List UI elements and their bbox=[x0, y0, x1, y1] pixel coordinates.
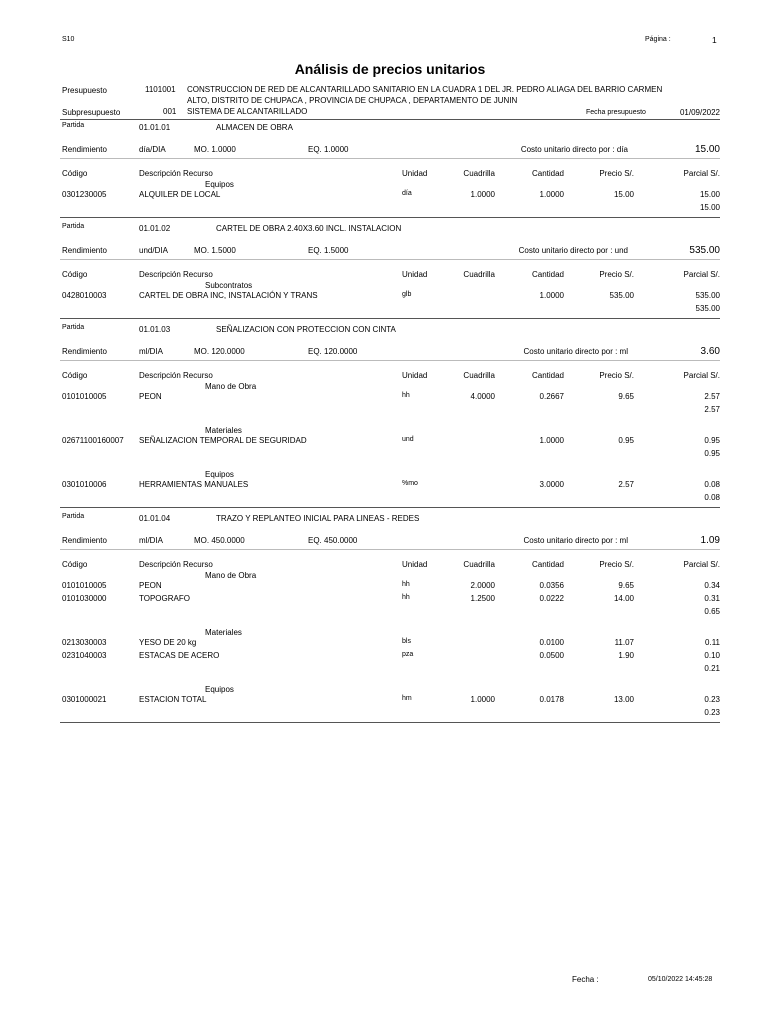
resource-cantidad: 0.0222 bbox=[539, 594, 564, 603]
partida-name: ALMACEN DE OBRA bbox=[216, 123, 293, 132]
resource-parcial: 535.00 bbox=[695, 291, 720, 300]
costo-unitario-value: 15.00 bbox=[694, 144, 720, 155]
resource-cantidad: 0.0178 bbox=[539, 695, 564, 704]
costo-unitario-value: 3.60 bbox=[700, 346, 720, 357]
col-unidad: Unidad bbox=[402, 270, 428, 279]
group-name: Materiales bbox=[205, 426, 242, 435]
col-cantidad: Cantidad bbox=[531, 371, 564, 380]
resource-codigo: 0231040003 bbox=[62, 651, 107, 660]
fecha-presupuesto-label: Fecha presupuesto bbox=[586, 109, 646, 116]
resource-precio: 2.57 bbox=[618, 480, 634, 489]
resource-precio: 535.00 bbox=[609, 291, 634, 300]
resource-codigo: 0301230005 bbox=[62, 190, 107, 199]
group-name: Equipos bbox=[205, 180, 234, 189]
resource-parcial: 0.23 bbox=[704, 695, 720, 704]
divider bbox=[60, 259, 720, 260]
resource-cantidad: 0.0356 bbox=[539, 581, 564, 590]
report-code: S10 bbox=[62, 36, 75, 43]
resource-precio: 13.00 bbox=[613, 695, 634, 704]
resource-precio: 15.00 bbox=[613, 190, 634, 199]
resource-cuadrilla: 2.0000 bbox=[470, 581, 495, 590]
partida-name: TRAZO Y REPLANTEO INICIAL PARA LINEAS - REDES bbox=[216, 514, 420, 523]
resource-descripcion: HERRAMIENTAS MANUALES bbox=[139, 480, 249, 489]
presupuesto-line2: ALTO, DISTRITO DE CHUPACA , PROVINCIA DE CHUPACA , DEPARTAMENTO DE JUNIN bbox=[187, 96, 518, 105]
resource-parcial: 0.95 bbox=[704, 436, 720, 445]
partida-code: 01.01.03 bbox=[139, 325, 171, 334]
page-title: Análisis de precios unitarios bbox=[294, 61, 486, 77]
resource-parcial: 0.11 bbox=[705, 638, 720, 647]
resource-descripcion: YESO DE 20 kg bbox=[139, 638, 197, 647]
page-number: 1 bbox=[712, 35, 717, 45]
resource-precio: 0.95 bbox=[618, 436, 634, 445]
resource-parcial: 0.10 bbox=[704, 651, 720, 660]
subpresupuesto-label: Subpresupuesto bbox=[62, 108, 121, 117]
col-cantidad: Cantidad bbox=[531, 169, 564, 178]
col-cuadrilla: Cuadrilla bbox=[463, 560, 495, 569]
resource-descripcion: PEON bbox=[139, 392, 162, 401]
col-unidad: Unidad bbox=[402, 560, 428, 569]
resource-parcial: 0.34 bbox=[704, 581, 720, 590]
rendimiento-eq: EQ. 1.5000 bbox=[308, 246, 349, 255]
col-codigo: Código bbox=[62, 169, 88, 178]
resource-unidad: glb bbox=[402, 291, 412, 298]
partida-label: Partida bbox=[62, 513, 85, 520]
footer-fecha-value: 05/10/2022 14:45:28 bbox=[648, 976, 713, 983]
resource-unidad: día bbox=[402, 190, 412, 197]
partida-label: Partida bbox=[62, 122, 85, 129]
resource-precio: 1.90 bbox=[618, 651, 634, 660]
partida-label: Partida bbox=[62, 324, 85, 331]
divider bbox=[60, 360, 720, 361]
resource-unidad: hm bbox=[402, 695, 412, 702]
fecha-presupuesto-value: 01/09/2022 bbox=[679, 108, 720, 117]
rendimiento-label: Rendimiento bbox=[62, 246, 107, 255]
rendimiento-eq: EQ. 450.0000 bbox=[308, 536, 358, 545]
resource-cantidad: 1.0000 bbox=[539, 436, 564, 445]
col-cuadrilla: Cuadrilla bbox=[463, 270, 495, 279]
rendimiento-mo: MO. 1.5000 bbox=[194, 246, 236, 255]
group-name: Materiales bbox=[205, 628, 242, 637]
group-subtotal: 0.23 bbox=[704, 708, 720, 717]
resource-descripcion: ESTACAS DE ACERO bbox=[139, 651, 220, 660]
col-cuadrilla: Cuadrilla bbox=[463, 169, 495, 178]
subpresupuesto-name: SISTEMA DE ALCANTARILLADO bbox=[187, 107, 308, 116]
col-parcial: Parcial S/. bbox=[683, 560, 720, 569]
costo-unitario-label: Costo unitario directo por : ml bbox=[523, 347, 628, 356]
costo-unitario-label: Costo unitario directo por : ml bbox=[523, 536, 628, 545]
resource-cuadrilla: 4.0000 bbox=[470, 392, 495, 401]
rendimiento-unit: und/DIA bbox=[139, 246, 168, 255]
col-codigo: Código bbox=[62, 560, 88, 569]
col-precio: Precio S/. bbox=[599, 371, 634, 380]
group-name: Equipos bbox=[205, 470, 234, 479]
divider bbox=[60, 217, 720, 218]
rendimiento-mo: MO. 120.0000 bbox=[194, 347, 245, 356]
col-descripcion: Descripción Recurso bbox=[139, 371, 213, 380]
resource-cuadrilla: 1.0000 bbox=[470, 695, 495, 704]
col-parcial: Parcial S/. bbox=[683, 270, 720, 279]
rendimiento-label: Rendimiento bbox=[62, 347, 107, 356]
resource-cantidad: 1.0000 bbox=[539, 190, 564, 199]
presupuesto-code: 1101001 bbox=[145, 85, 176, 94]
col-codigo: Código bbox=[62, 371, 88, 380]
resource-codigo: 0101030000 bbox=[62, 594, 107, 603]
col-cantidad: Cantidad bbox=[531, 560, 564, 569]
resource-parcial: 15.00 bbox=[699, 190, 720, 199]
resource-unidad: und bbox=[402, 436, 414, 443]
resource-precio: 9.65 bbox=[618, 392, 634, 401]
group-subtotal: 0.65 bbox=[704, 607, 720, 616]
rendimiento-unit: día/DIA bbox=[139, 145, 166, 154]
resource-descripcion: CARTEL DE OBRA INC, INSTALACIÓN Y TRANS bbox=[139, 291, 318, 300]
resource-descripcion: SEÑALIZACION TEMPORAL DE SEGURIDAD bbox=[139, 436, 307, 445]
resource-unidad: bls bbox=[402, 638, 411, 645]
page-label: Página : bbox=[645, 36, 671, 43]
resource-unidad: pza bbox=[402, 651, 414, 658]
divider bbox=[60, 549, 720, 550]
resource-cuadrilla: 1.0000 bbox=[470, 190, 495, 199]
partida-label: Partida bbox=[62, 223, 85, 230]
col-parcial: Parcial S/. bbox=[683, 371, 720, 380]
resource-parcial: 0.08 bbox=[704, 480, 720, 489]
partida-name: CARTEL DE OBRA 2.40X3.60 INCL. INSTALACION bbox=[216, 224, 402, 233]
resource-unidad: hh bbox=[402, 581, 410, 588]
divider bbox=[60, 119, 720, 120]
group-subtotal: 535.00 bbox=[695, 304, 720, 313]
resource-codigo: 0301010006 bbox=[62, 480, 107, 489]
resource-unidad: hh bbox=[402, 594, 410, 601]
divider bbox=[60, 507, 720, 508]
resource-descripcion: TOPOGRAFO bbox=[139, 594, 190, 603]
group-subtotal: 0.08 bbox=[704, 493, 720, 502]
resource-parcial: 2.57 bbox=[704, 392, 720, 401]
col-unidad: Unidad bbox=[402, 169, 428, 178]
footer-fecha-label: Fecha : bbox=[572, 975, 599, 984]
col-unidad: Unidad bbox=[402, 371, 428, 380]
subpresupuesto-code: 001 bbox=[163, 107, 177, 116]
resource-precio: 9.65 bbox=[618, 581, 634, 590]
col-descripcion: Descripción Recurso bbox=[139, 169, 213, 178]
col-cuadrilla: Cuadrilla bbox=[463, 371, 495, 380]
divider bbox=[60, 318, 720, 319]
resource-codigo: 0213030003 bbox=[62, 638, 107, 647]
resource-cantidad: 0.0500 bbox=[539, 651, 564, 660]
partida-code: 01.01.02 bbox=[139, 224, 171, 233]
resource-unidad: %mo bbox=[402, 480, 418, 487]
partida-name: SEÑALIZACION CON PROTECCION CON CINTA bbox=[216, 325, 396, 334]
resource-descripcion: ALQUILER DE LOCAL bbox=[139, 190, 221, 199]
resource-parcial: 0.31 bbox=[704, 594, 720, 603]
resource-descripcion: ESTACION TOTAL bbox=[139, 695, 207, 704]
rendimiento-eq: EQ. 120.0000 bbox=[308, 347, 358, 356]
resource-unidad: hh bbox=[402, 392, 410, 399]
rendimiento-unit: ml/DIA bbox=[139, 347, 163, 356]
partida-code: 01.01.01 bbox=[139, 123, 171, 132]
resource-cantidad: 0.2667 bbox=[539, 392, 564, 401]
resource-cantidad: 3.0000 bbox=[539, 480, 564, 489]
presupuesto-label: Presupuesto bbox=[62, 86, 107, 95]
col-codigo: Código bbox=[62, 270, 88, 279]
group-name: Subcontratos bbox=[205, 281, 253, 290]
partida-code: 01.01.04 bbox=[139, 514, 171, 523]
col-precio: Precio S/. bbox=[599, 270, 634, 279]
col-precio: Precio S/. bbox=[599, 169, 634, 178]
group-subtotal: 2.57 bbox=[704, 405, 720, 414]
resource-codigo: 02671100160007 bbox=[62, 436, 124, 445]
costo-unitario-value: 1.09 bbox=[700, 535, 720, 546]
resource-descripcion: PEON bbox=[139, 581, 162, 590]
group-subtotal: 0.21 bbox=[704, 664, 720, 673]
resource-codigo: 0301000021 bbox=[62, 695, 107, 704]
rendimiento-label: Rendimiento bbox=[62, 536, 107, 545]
rendimiento-unit: ml/DIA bbox=[139, 536, 163, 545]
resource-codigo: 0101010005 bbox=[62, 581, 107, 590]
resource-cantidad: 0.0100 bbox=[539, 638, 564, 647]
divider bbox=[60, 158, 720, 159]
col-precio: Precio S/. bbox=[599, 560, 634, 569]
rendimiento-mo: MO. 1.0000 bbox=[194, 145, 236, 154]
rendimiento-eq: EQ. 1.0000 bbox=[308, 145, 349, 154]
group-subtotal: 0.95 bbox=[704, 449, 720, 458]
resource-cuadrilla: 1.2500 bbox=[470, 594, 495, 603]
presupuesto-line1: CONSTRUCCION DE RED DE ALCANTARILLADO SANITARIO EN LA CUADRA 1 DEL JR. PEDRO ALIAGA DEL BARRIO CARMEN bbox=[187, 85, 663, 94]
resource-cantidad: 1.0000 bbox=[539, 291, 564, 300]
group-subtotal: 15.00 bbox=[699, 203, 720, 212]
group-name: Equipos bbox=[205, 685, 234, 694]
rendimiento-label: Rendimiento bbox=[62, 145, 107, 154]
resource-codigo: 0101010005 bbox=[62, 392, 107, 401]
group-name: Mano de Obra bbox=[205, 571, 257, 580]
costo-unitario-value: 535.00 bbox=[689, 245, 720, 256]
group-name: Mano de Obra bbox=[205, 382, 257, 391]
resource-precio: 14.00 bbox=[613, 594, 634, 603]
resource-precio: 11.07 bbox=[614, 638, 634, 647]
costo-unitario-label: Costo unitario directo por : und bbox=[518, 246, 628, 255]
col-descripcion: Descripción Recurso bbox=[139, 560, 213, 569]
resource-codigo: 0428010003 bbox=[62, 291, 107, 300]
col-descripcion: Descripción Recurso bbox=[139, 270, 213, 279]
costo-unitario-label: Costo unitario directo por : día bbox=[520, 145, 628, 154]
rendimiento-mo: MO. 450.0000 bbox=[194, 536, 245, 545]
col-parcial: Parcial S/. bbox=[683, 169, 720, 178]
col-cantidad: Cantidad bbox=[531, 270, 564, 279]
divider bbox=[60, 722, 720, 723]
